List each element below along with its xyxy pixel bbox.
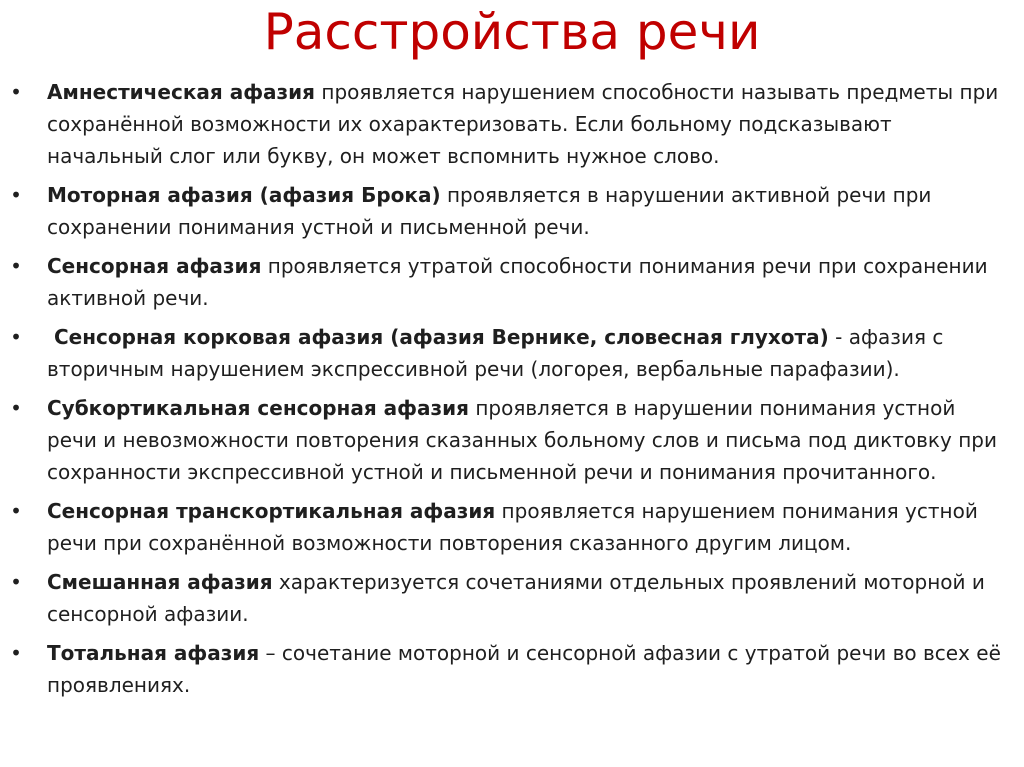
bullet-term: Сенсорная афазия <box>47 254 262 278</box>
bullet-term: Тотальная афазия <box>47 641 260 665</box>
bullet-text: проявляется в нарушении понимания устной речи и невозможности повторения сказанных больному слов и письма под диктовку при сохранности экспрессивной устной и письменной речи и понимания прочитанного. <box>47 396 997 484</box>
bullet-term: Моторная афазия (афазия Брока) <box>47 183 441 207</box>
bullet-dot-icon: • <box>10 183 22 207</box>
bullet-list <box>0 76 1024 708</box>
bullet-item-mixed <box>0 566 1024 630</box>
bullet-dot-icon: • <box>10 80 22 104</box>
bullet-dot-icon: • <box>10 325 22 349</box>
bullet-dot-icon: • <box>10 396 22 420</box>
bullet-term: Смешанная афазия <box>47 570 273 594</box>
bullet-dot-icon: • <box>10 641 22 665</box>
bullet-term: Сенсорная транскортикальная афазия <box>47 499 496 523</box>
slide-title: Расстройства речи <box>263 3 761 61</box>
bullet-item-subcortical-sensory <box>0 392 1024 488</box>
bullet-item-cortical-sensory <box>0 321 1024 385</box>
bullet-text: проявляется нарушением способности называть предметы при сохранённой возможности их охарактеризовать. Если больному подсказывают начальный слог или букву, он может вспомнить нужное слово. <box>47 80 999 168</box>
bullet-dot-icon: • <box>10 570 22 594</box>
bullet-term: Амнестическая афазия <box>47 80 316 104</box>
bullet-text: характеризуется сочетаниями отдельных проявлений моторной и сенсорной афазии. <box>47 570 985 626</box>
bullet-item-sensory <box>0 250 1024 314</box>
bullet-item-transcortical-sensory <box>0 495 1024 559</box>
bullet-text: проявляется нарушением понимания устной речи при сохранённой возможности повторения сказанного другим лицом. <box>47 499 978 555</box>
bullet-term: Сенсорная корковая афазия (афазия Вернике, словесная глухота) <box>47 325 829 349</box>
bullet-item-motor <box>0 179 1024 243</box>
bullet-dot-icon: • <box>10 254 22 278</box>
bullet-text: - афазия с вторичным нарушением экспрессивной речи (логорея, вербальные парафазии). <box>47 325 944 381</box>
bullet-text: проявляется утратой способности понимания речи при сохранении активной речи. <box>47 254 988 310</box>
bullet-text: – сочетание моторной и сенсорной афазии с утратой речи во всех её проявлениях. <box>47 641 1001 697</box>
bullet-dot-icon: • <box>10 499 22 523</box>
bullet-text: проявляется в нарушении активной речи при сохранении понимания устной и письменной речи. <box>47 183 932 239</box>
bullet-term: Субкортикальная сенсорная афазия <box>47 396 469 420</box>
bullet-item-amnestic <box>0 76 1024 172</box>
bullet-item-total <box>0 637 1024 701</box>
